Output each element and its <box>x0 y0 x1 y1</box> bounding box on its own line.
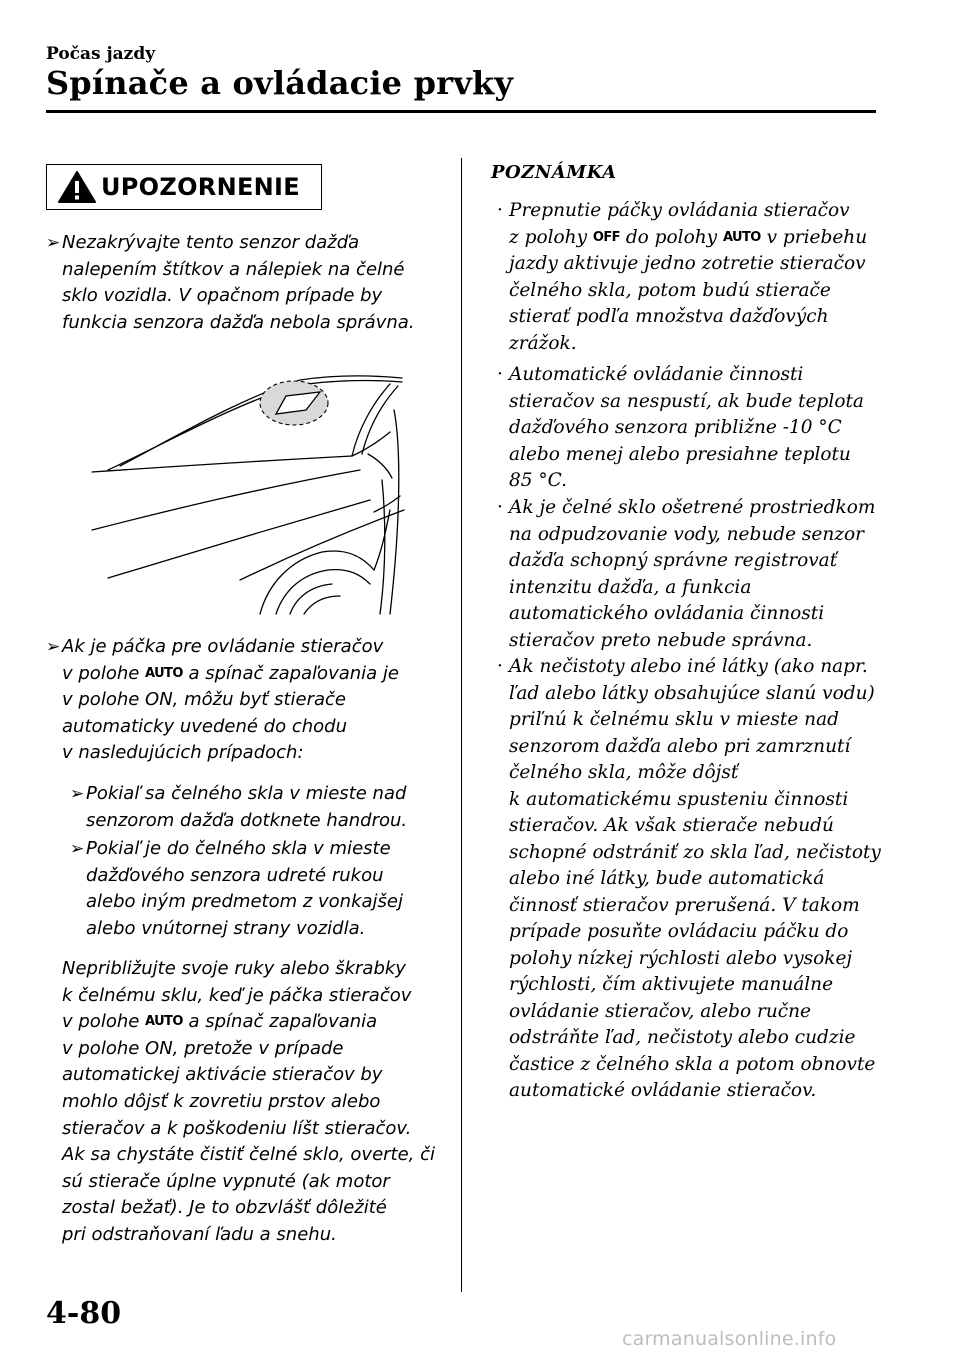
text-line: Pokiaľ sa čelného skla v mieste nad <box>86 783 407 804</box>
text-line: nalepením štítkov a nálepiek na čelné <box>62 258 405 280</box>
warning-subitem-1 <box>70 781 407 834</box>
text-line: senzorom dažďa dotknete handrou. <box>86 809 408 831</box>
text-line: v polohe AUTO a spínač zapaľovania je <box>62 661 399 688</box>
bullet-arrow-icon: ➢ <box>46 233 61 253</box>
text-line: odstráňte ľad, nečistoty alebo cudzie <box>509 1027 856 1048</box>
note-bullet-4 <box>497 654 881 1105</box>
auto-position-icon: AUTO <box>145 1014 183 1030</box>
warning-subitem-2 <box>70 836 403 942</box>
watermark[interactable]: carmanualsonline.info <box>622 1328 837 1350</box>
warning-label: UPOZORNENIE <box>101 173 300 201</box>
rain-sensor-illustration <box>90 370 410 615</box>
text-line: alebo vnútornej strany vozidla. <box>86 917 366 939</box>
text-line: automaticky uvedené do chodu <box>62 715 347 737</box>
text-line: 85 °C. <box>509 470 568 491</box>
text-line: funkcia senzora dažďa nebola správna. <box>62 311 415 333</box>
text-line: v nasledujúcich prípadoch: <box>62 742 304 764</box>
text-line: Nezakrývajte tento senzor dažďa <box>62 232 360 253</box>
note-bullet-1 <box>497 198 868 357</box>
text-line: sklo vozidla. V opačnom prípade by <box>62 285 383 307</box>
bullet-arrow-icon: ➢ <box>70 784 85 804</box>
text-line: automatickej aktivácie stieračov by <box>62 1064 383 1086</box>
text-line: Pokiaľ je do čelného skla v mieste <box>86 838 391 859</box>
bullet-dot: · <box>497 200 503 221</box>
warning-paragraph <box>62 956 435 1249</box>
bullet-arrow-icon: ➢ <box>46 637 61 657</box>
text-line: stieračov a k poškodeniu líšt stieračov. <box>62 1117 412 1139</box>
text-line: stieračov. Ak však stierače nebudú <box>509 815 834 836</box>
text-line: stieračov sa nespustí, ak bude teplota <box>509 390 864 412</box>
text-line: prípade posuňte ovládaciu páčku do <box>509 921 849 942</box>
text-line: senzorom dažďa alebo pri zamrznutí <box>509 735 851 757</box>
text-line: k automatickému spusteniu činnosti <box>509 788 849 810</box>
text-line: dažďového senzora udreté rukou <box>86 864 384 886</box>
text-line: stierať podľa množstva dažďových <box>509 306 829 327</box>
warning-triangle-icon <box>57 170 97 204</box>
text-line: častice z čelného skla a potom obnovte <box>509 1053 876 1075</box>
header-rule <box>46 110 876 113</box>
text-line: Automatické ovládanie činnosti <box>509 364 804 385</box>
text-line: čelného skla, potom budú stierače <box>509 279 831 301</box>
note-bullet-3 <box>497 495 876 654</box>
off-position-icon: OFF <box>592 229 620 245</box>
text-line: zostal bežať). Je to obzvlášť dôležité <box>62 1197 387 1219</box>
text-line: Prepnutie páčky ovládania stieračov <box>509 200 850 221</box>
auto-position-icon: AUTO <box>722 229 761 245</box>
text-line: Ak sa chystáte čistiť čelné sklo, overte, či <box>62 1144 436 1166</box>
text-line: automatického ovládania činnosti <box>509 603 825 624</box>
warning-item-1 <box>46 230 415 336</box>
text-line: priľnú k čelnému sklu v mieste nad <box>509 709 839 730</box>
auto-position-icon: AUTO <box>145 665 183 681</box>
bullet-dot: · <box>497 656 503 677</box>
text-line: Ak nečistoty alebo iné látky (ako napr. <box>509 656 868 677</box>
text-line: rýchlosti, čím aktivujete manuálne <box>509 974 834 995</box>
text-line: Ak je páčka pre ovládanie stieračov <box>62 636 384 657</box>
text-line: alebo menej alebo presiahne teplotu <box>509 443 851 465</box>
text-line: polohy nízkej rýchlosti alebo vysokej <box>509 947 853 969</box>
text-line: v polohe ON, môžu byť stierače <box>62 689 347 711</box>
section-name: Počas jazdy <box>46 44 156 64</box>
text-line: alebo iným predmetom z vonkajšej <box>86 891 403 913</box>
text-line: ovládanie stieračov, alebo ručne <box>509 1000 811 1022</box>
text-line: mohlo dôjsť k zovretiu prstov alebo <box>62 1090 381 1112</box>
text-line: jazdy aktivuje jedno zotretie stieračov <box>509 253 866 274</box>
note-bullet-2 <box>497 362 864 495</box>
text-line: zrážok. <box>509 332 577 354</box>
note-title: POZNÁMKA <box>491 162 617 183</box>
text-line: dažďového senzora približne -10 °C <box>509 417 842 438</box>
text-line: Ak je čelné sklo ošetrené prostriedkom <box>509 497 876 518</box>
page-title: Spínače a ovládacie prvky <box>46 64 514 102</box>
text-line: Nepribližujte svoje ruky alebo škrabky <box>62 958 406 979</box>
bullet-dot: · <box>497 364 503 385</box>
warning-header <box>46 164 322 210</box>
bullet-dot: · <box>497 497 503 518</box>
text-line: v polohe ON, pretože v prípade <box>62 1037 344 1059</box>
text-line: k čelnému sklu, keď je páčka stieračov <box>62 984 412 1006</box>
page-number: 4-80 <box>46 1296 122 1331</box>
text-line: na odpudzovanie vody, nebude senzor <box>509 523 864 545</box>
warning-item-2 <box>46 634 399 767</box>
text-line: schopné odstrániť zo skla ľad, nečistoty <box>509 841 881 863</box>
text-line: automatické ovládanie stieračov. <box>509 1080 817 1101</box>
text-line: alebo iné látky, bude automatická <box>509 868 825 889</box>
text-line: čelného skla, môže dôjsť <box>509 762 739 783</box>
text-line: ľad alebo látky obsahujúce slanú vodu) <box>509 682 875 704</box>
text-line: pri odstraňovaní ľadu a snehu. <box>62 1223 337 1245</box>
bullet-arrow-icon: ➢ <box>70 839 85 859</box>
text-line: stieračov preto nebude správna. <box>509 629 813 651</box>
text-line: sú stierače úplne vypnuté (ak motor <box>62 1170 390 1192</box>
column-divider <box>461 158 462 1292</box>
text-line: z polohy OFF do polohy AUTO v priebehu <box>509 225 867 252</box>
text-line: činnosť stieračov prerušená. V takom <box>509 894 860 916</box>
text-line: v polohe AUTO a spínač zapaľovania <box>62 1009 435 1036</box>
text-line: dažďa schopný správne registrovať <box>509 550 838 571</box>
text-line: intenzitu dažďa, a funkcia <box>509 576 752 598</box>
